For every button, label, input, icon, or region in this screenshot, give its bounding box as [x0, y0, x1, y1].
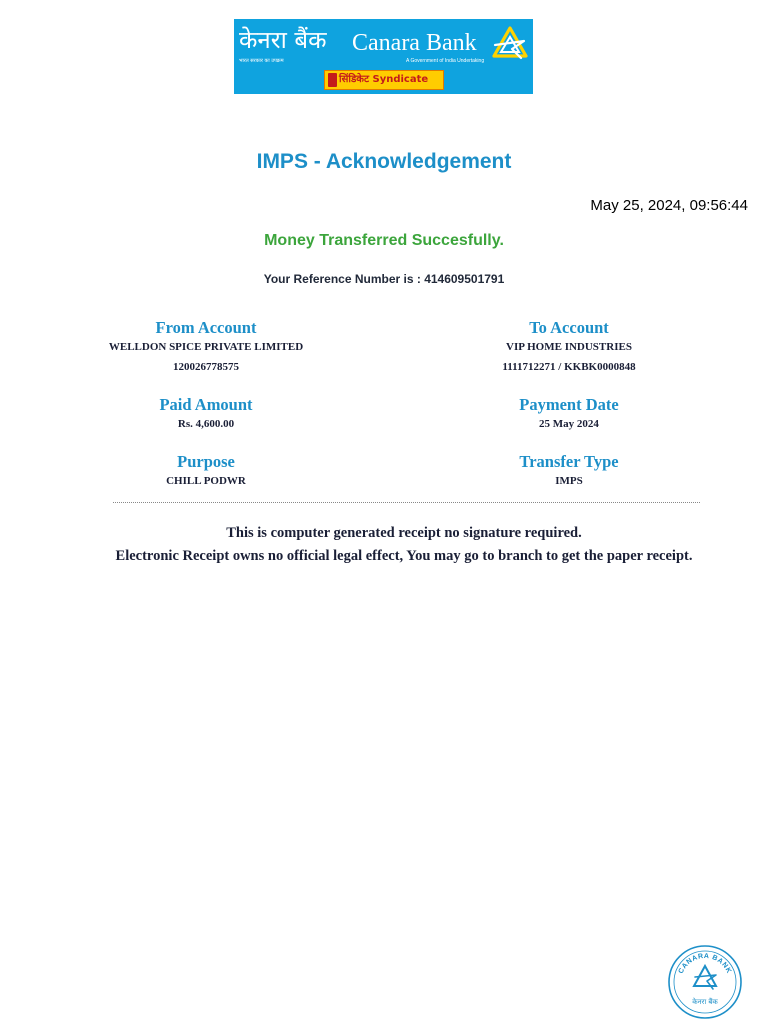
page-title: IMPS - Acknowledgement [256, 150, 512, 173]
success-message: Money Transferred Succesfully. [264, 232, 504, 249]
seal-bottom-text: केनरा बैंक [692, 998, 718, 1006]
from-account-number: 120026778575 [173, 361, 239, 373]
transfer-type-label: Transfer Type [519, 452, 619, 471]
transfer-type-value: IMPS [555, 475, 583, 487]
to-account-name: VIP HOME INDUSTRIES [506, 341, 632, 353]
from-account-name: WELLDON SPICE PRIVATE LIMITED [108, 341, 304, 353]
receipt-note-signature: This is computer generated receipt no signature required. [226, 525, 582, 541]
syndicate-mark-icon [328, 73, 337, 87]
syndicate-badge [324, 70, 444, 90]
seal-top-text: CANARA BANK [677, 952, 733, 975]
receipt-note-legal: Electronic Receipt owns no official legal effect, You may go to branch to get the paper receipt. [115, 548, 693, 564]
logo-hindi-name: केनरा बैंक [239, 26, 327, 54]
to-account-label: To Account [529, 318, 609, 337]
to-account-number: 1111712271 / KKBK0000848 [502, 361, 636, 373]
payment-date-label: Payment Date [519, 395, 619, 414]
reference-number: Your Reference Number is : 414609501791 [263, 272, 505, 286]
logo-english-tagline: A Government of India Undertaking [406, 58, 485, 64]
purpose-label: Purpose [177, 452, 235, 471]
dotted-divider [113, 502, 700, 503]
canara-bank-seal-icon [667, 944, 743, 1020]
svg-text:CANARA BANK [678, 953, 733, 975]
paid-amount-value: Rs. 4,600.00 [177, 418, 235, 430]
logo-hindi-tagline: भारत सरकार का उपक्रम [239, 58, 284, 64]
from-account-label: From Account [155, 318, 257, 337]
bank-logo-banner [234, 19, 533, 94]
logo-english-name: Canara Bank [352, 30, 477, 56]
purpose-value: CHILL PODWR [166, 475, 246, 487]
canara-triangle-logo-icon [491, 25, 529, 61]
syndicate-badge-text: सिंडिकेट Syndicate [339, 74, 429, 85]
transaction-timestamp: May 25, 2024, 09:56:44 [590, 197, 748, 214]
paid-amount-label: Paid Amount [159, 395, 253, 414]
payment-date-value: 25 May 2024 [539, 418, 599, 430]
